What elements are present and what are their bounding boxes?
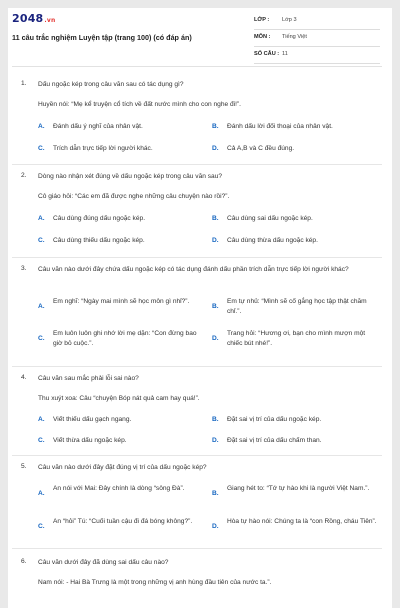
option-text: Câu dùng thừa dấu ngoặc kép. xyxy=(227,237,318,244)
option-letter: C. xyxy=(38,437,45,444)
question-text: Câu văn nào dưới đây chứa dấu ngoặc kép có tác dụng đánh dấu phần trích dẫn trực tiếp lời người khác? xyxy=(38,266,349,273)
option-letter: D. xyxy=(212,437,219,444)
option-text: Đánh dấu lời đối thoại của nhân vật. xyxy=(227,123,333,130)
question-text: Câu văn sau mắc phải lỗi sai nào? xyxy=(38,375,139,382)
option-letter: A. xyxy=(38,123,45,130)
option-text: Cả A,B và C đều đúng. xyxy=(227,145,295,152)
option-text: Viết thừa dấu ngoặc kép. xyxy=(53,437,127,444)
question-divider xyxy=(12,366,382,367)
question-text: Dấu ngoặc kép trong câu văn sau có tác dụng gì? xyxy=(38,81,184,88)
question-number: 4. xyxy=(21,374,27,381)
option-text: Em tự nhủ: “Mình sẽ cố gắng học tập thật chăm chỉ.”. xyxy=(227,298,367,315)
meta-row-subject xyxy=(254,30,380,47)
option-text: Câu dùng đúng dấu ngoặc kép. xyxy=(53,215,146,222)
option-text: Đánh dấu ý nghĩ của nhân vật. xyxy=(53,123,143,130)
meta-row-count xyxy=(254,47,380,64)
question-text: Câu văn dưới đây đã dùng sai dấu câu nào? xyxy=(38,559,169,566)
logo-main: 2048 xyxy=(12,12,44,25)
option-letter: D. xyxy=(212,335,219,342)
option-text: Em luôn luôn ghi nhớ lời mẹ dặn: “Con đừng bao giờ bỏ cuộc.”. xyxy=(53,330,197,347)
meta-table xyxy=(254,13,380,64)
option-text: Câu dùng thiếu dấu ngoặc kép. xyxy=(53,237,145,244)
option-letter: D. xyxy=(212,237,219,244)
question-text: Câu văn nào dưới đây đặt đúng vị trí của dấu ngoặc kép? xyxy=(38,464,207,471)
meta-key: MÔN : xyxy=(254,34,271,40)
option-text: Trang hỏi: “Hương ơi, bạn cho mình mượn một chiếc bút nhé!”. xyxy=(227,330,366,347)
question-number: 5. xyxy=(21,463,27,470)
option-text: Viết thiếu dấu gạch ngang. xyxy=(53,416,132,423)
option-letter: C. xyxy=(38,237,45,244)
option-letter: C. xyxy=(38,523,45,530)
logo-suffix: .vn xyxy=(44,17,56,24)
question-excerpt: Cô giáo hỏi: “Các em đã được nghe những câu chuyện nào rồi?”. xyxy=(38,193,230,200)
question-excerpt: Nam nói: - Hai Bà Trưng là một trong những vị anh hùng đầu tiên của nước ta.”. xyxy=(38,579,272,586)
question-text: Dòng nào nhận xét đúng về dấu ngoặc kép trong câu văn sau? xyxy=(38,173,223,180)
option-letter: B. xyxy=(212,416,219,423)
option-text: Câu dùng sai dấu ngoặc kép. xyxy=(227,215,313,222)
header-divider xyxy=(12,66,382,67)
option-text: Giang hét to: “Tớ tự hào khi là người Việt Nam.”. xyxy=(227,485,370,492)
question-divider xyxy=(12,548,382,549)
option-letter: D. xyxy=(212,145,219,152)
option-text: An nói với Mai: Đây chính là dòng “sông Đà”. xyxy=(53,485,185,492)
option-text: Đặt sai vị trí của dấu ngoặc kép. xyxy=(227,416,322,423)
meta-key: SỐ CÂU : xyxy=(254,51,280,57)
meta-value: 11 xyxy=(282,51,288,57)
option-letter: A. xyxy=(38,416,45,423)
question-number: 1. xyxy=(21,80,27,87)
question-number: 6. xyxy=(21,558,27,565)
option-letter: A. xyxy=(38,303,45,310)
option-letter: D. xyxy=(212,523,219,530)
question-divider xyxy=(12,257,382,258)
question-excerpt: Huyền nói: “Mẹ kể truyện cổ tích về đất nước mình cho con nghe đi!”. xyxy=(38,101,241,108)
question-divider xyxy=(12,455,382,456)
option-text: Em nghĩ: “Ngày mai mình sẽ học môn gì nhỉ?”. xyxy=(53,298,190,305)
option-letter: C. xyxy=(38,335,45,342)
option-letter: B. xyxy=(212,303,219,310)
option-text: Hòa tự hào nói: Chúng ta là “con Rồng, cháu Tiên”. xyxy=(227,518,377,525)
option-letter: B. xyxy=(212,215,219,222)
option-letter: B. xyxy=(212,123,219,130)
meta-value: Lớp 3 xyxy=(282,17,297,23)
page-title: 11 câu trắc nghiệm Luyện tập (trang 100) (có đáp án) xyxy=(12,33,192,42)
site-logo[interactable] xyxy=(12,12,55,25)
meta-row-class xyxy=(254,13,380,30)
question-divider xyxy=(12,164,382,165)
option-letter: A. xyxy=(38,215,45,222)
question-number: 3. xyxy=(21,265,27,272)
option-letter: C. xyxy=(38,145,45,152)
meta-key: LỚP : xyxy=(254,17,270,23)
option-text: An “hỏi” Tú: “Cuối tuần cậu đi đá bóng không?”. xyxy=(53,518,193,525)
option-letter: A. xyxy=(38,490,45,497)
question-number: 2. xyxy=(21,172,27,179)
option-text: Đặt sai vị trí của dấu chấm than. xyxy=(227,437,322,444)
option-letter: B. xyxy=(212,490,219,497)
meta-value: Tiếng Việt xyxy=(282,34,307,40)
question-excerpt: Thu xuýt xoa: Câu “chuyện Bóp nát quả cam hay quá!”. xyxy=(38,395,200,402)
option-text: Trích dẫn trực tiếp lời người khác. xyxy=(53,145,153,152)
